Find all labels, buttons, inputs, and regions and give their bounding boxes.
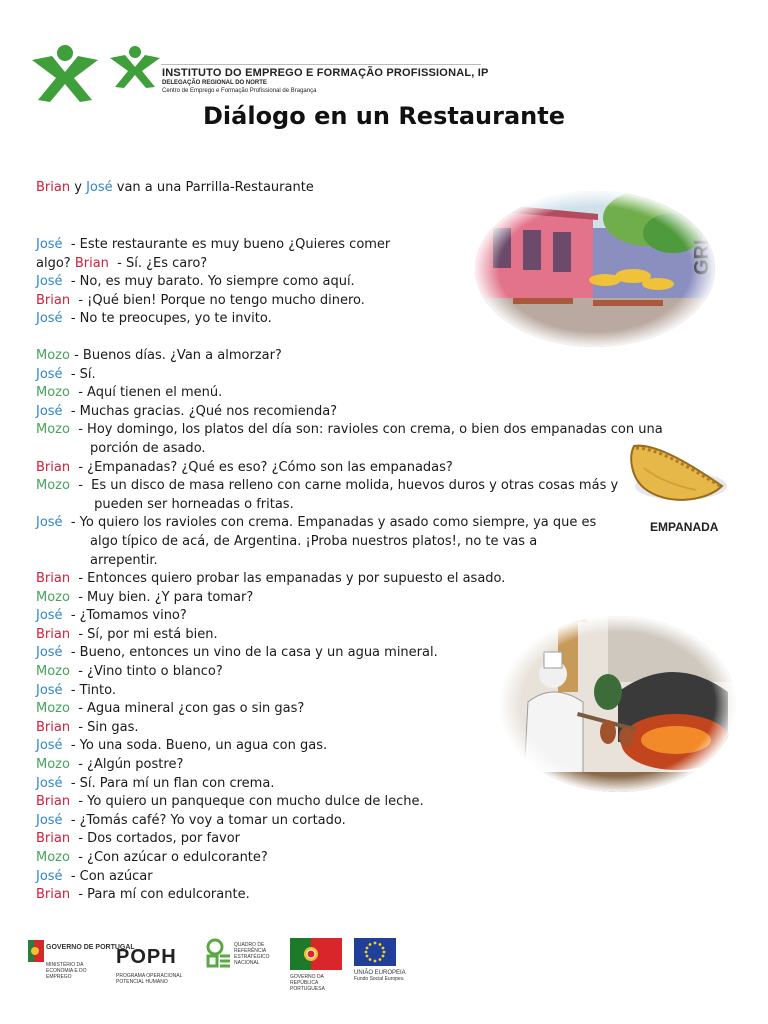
line-text: - Sí. Para mí un flan con crema. — [62, 775, 275, 791]
speaker-jose: José — [36, 645, 63, 661]
gov-subtitle: MINISTÉRIO DA ECONOMIA E DO EMPREGO — [46, 962, 87, 980]
line-continuation: pueden ser horneadas o fritas. — [90, 496, 294, 512]
line-text: - ¿Tomamos vino? — [62, 608, 187, 624]
speaker-name: Brian — [36, 180, 71, 195]
line-continuation: arrepentir. — [90, 552, 158, 568]
qren-logo — [206, 938, 270, 972]
speaker-brian: Brian — [36, 459, 71, 475]
speaker-jose: José — [36, 812, 63, 828]
line-text: - Muy bien. ¿Y para tomar? — [69, 589, 254, 605]
dialogue-line — [36, 868, 636, 887]
speaker-jose: José — [36, 311, 63, 327]
dialogue-line — [36, 886, 636, 905]
eu-logo — [354, 938, 406, 982]
dialogue-line — [36, 366, 636, 385]
poph-wordmark: POPH — [116, 946, 177, 968]
iefp-logo-icon — [30, 40, 160, 104]
line-text: - ¿Vino tinto o blanco? — [69, 664, 223, 680]
line-text: - Sin gas. — [70, 719, 139, 735]
eu-subtitle: Fundo Social Europeu — [354, 976, 404, 982]
line-text: - ¿Algún postre? — [69, 757, 184, 773]
dialogue-line — [36, 812, 636, 831]
oven-illustration — [498, 612, 738, 797]
speaker-brian: Brian — [36, 626, 71, 642]
institute-center: Centro de Emprego e Formação Profissional de Bragança — [162, 88, 317, 94]
speaker-brian: Brian — [36, 571, 71, 587]
portugal-flag-icon — [290, 938, 342, 970]
speaker-jose: José — [36, 274, 63, 290]
portugal-shield-icon — [28, 940, 44, 962]
line-text: - Muchas gracias. ¿Qué nos recomienda? — [62, 403, 338, 419]
empanada-label: EMPANADA — [650, 520, 719, 534]
qren-mark-icon — [206, 938, 232, 968]
speaker-jose: José — [36, 366, 63, 382]
speaker-jose: José — [36, 738, 63, 754]
line-text: - Yo una soda. Bueno, un agua con gas. — [62, 738, 328, 754]
poph-logo — [116, 938, 186, 985]
line-text: - Sí, por mi está bien. — [70, 626, 218, 642]
line-text: - ¿Empanadas? ¿Qué es eso? ¿Cómo son las empanadas? — [70, 459, 453, 475]
line-text: - Es un disco de masa relleno con carne molida, huevos duros y otras cosas más y — [69, 478, 619, 494]
line-text: - No, es muy barato. Yo siempre como aquí. — [62, 274, 355, 290]
speaker-brian: Brian — [36, 292, 71, 308]
line-text: - Buenos días. ¿Van a almorzar? — [69, 347, 282, 363]
intro-joiner: y — [70, 180, 87, 195]
speaker-jose: José — [36, 237, 63, 252]
line-text: - ¡Qué bien! Porque no tengo mucho dinero. — [70, 292, 365, 308]
line-text: - Sí. — [62, 366, 96, 382]
speaker-jose: José — [36, 682, 63, 698]
speaker-mozo: Mozo — [36, 664, 70, 680]
speaker-brian: Brian — [36, 831, 71, 847]
speaker-mozo: Mozo — [36, 422, 70, 438]
line-text: - Entonces quiero probar las empanadas y por supuesto el asado. — [70, 571, 506, 587]
portugal-flag-logo — [290, 938, 346, 992]
speaker-jose: José — [36, 868, 63, 884]
page-title: Diálogo en un Restaurante — [203, 102, 565, 130]
line-prefix: algo? — [36, 255, 75, 271]
line-text: - Bueno, entonces un vino de la casa y un agua mineral. — [62, 645, 438, 661]
line-text: - Con azúcar — [62, 868, 153, 884]
line-text: - Tinto. — [62, 682, 116, 698]
speaker-mozo: Mozo — [36, 850, 70, 865]
intro-line — [36, 180, 314, 195]
line-text: - No te preocupes, yo te invito. — [62, 311, 272, 327]
dialogue-line — [36, 403, 636, 422]
dialogue-line — [36, 830, 636, 849]
line-text: - Hoy domingo, los platos del día son: ravioles con crema, o bien dos empanadas con una — [69, 422, 663, 438]
speaker-mozo: Mozo — [36, 385, 70, 401]
dialogue-line — [36, 589, 636, 608]
line-text: - Yo quiero un panqueque con mucho dulce de leche. — [70, 794, 424, 810]
speaker-jose: José — [36, 515, 63, 531]
line-continuation: algo típico de acá, de Argentina. ¡Proba nuestros platos!, no te vas a — [90, 533, 538, 549]
dialogue-line — [36, 514, 636, 533]
line-text: - Para mí con edulcorante. — [70, 887, 250, 903]
dialogue-line — [36, 477, 636, 496]
dialogue-line — [36, 459, 636, 478]
line-text: - ¿Con azúcar o edulcorante? — [69, 850, 268, 865]
institute-header — [30, 40, 500, 104]
header-divider — [161, 64, 481, 65]
institute-delegation: DELEGAÇÃO REGIONAL DO NORTE — [162, 80, 267, 86]
speaker-brian: Brian — [74, 255, 109, 271]
speaker-jose: José — [36, 403, 63, 419]
speaker-mozo: Mozo — [36, 478, 70, 494]
footer-logos — [28, 938, 428, 992]
speaker-mozo: Mozo — [36, 589, 70, 605]
dialogue-line — [36, 421, 676, 440]
line-text: - Yo quiero los ravioles con crema. Empanadas y asado como siempre, ya que es — [62, 515, 597, 531]
speaker-jose: José — [36, 608, 63, 624]
line-text: - Dos cortados, por favor — [70, 831, 241, 847]
pt-flag-caption: GOVERNO DA REPÚBLICA PORTUGUESA — [290, 974, 325, 992]
eu-flag-icon — [354, 938, 396, 966]
dialogue-line — [36, 849, 636, 868]
speaker-brian: Brian — [36, 887, 71, 903]
poph-subtitle: PROGRAMA OPERACIONAL POTENCIAL HUMANO — [116, 973, 183, 985]
empanada-illustration — [626, 438, 732, 518]
dialogue-line — [36, 570, 636, 589]
line-text: - Sí. ¿Es caro? — [108, 255, 208, 271]
qren-subtitle: QUADRO DE REFERÊNCIA ESTRATÉGICO NACIONAL — [234, 942, 270, 966]
line-text: - ¿Tomás café? Yo voy a tomar un cortado. — [62, 812, 346, 828]
restaurant-illustration — [473, 188, 718, 350]
line-text: - Este restaurante es muy bueno ¿Quieres comer — [62, 237, 391, 252]
speaker-name: José — [86, 180, 113, 195]
gov-title: GOVERNO DE PORTUGAL — [46, 944, 135, 951]
line-text: - Aquí tienen el menú. — [69, 385, 223, 401]
dialogue-line — [36, 384, 636, 403]
speaker-mozo: Mozo — [36, 347, 70, 363]
speaker-brian: Brian — [36, 719, 71, 735]
speaker-jose: José — [36, 775, 63, 791]
speaker-brian: Brian — [36, 794, 71, 810]
speaker-mozo: Mozo — [36, 757, 70, 773]
intro-text: van a una Parrilla-Restaurante — [112, 180, 314, 195]
line-continuation: porción de asado. — [90, 440, 206, 456]
line-text: - Agua mineral ¿con gas o sin gas? — [69, 701, 305, 717]
institute-name: INSTITUTO DO EMPREGO E FORMAÇÃO PROFISSIONAL, IP — [162, 67, 489, 79]
eu-title: UNIÃO EUROPEIA — [354, 970, 406, 976]
speaker-mozo: Mozo — [36, 701, 70, 717]
